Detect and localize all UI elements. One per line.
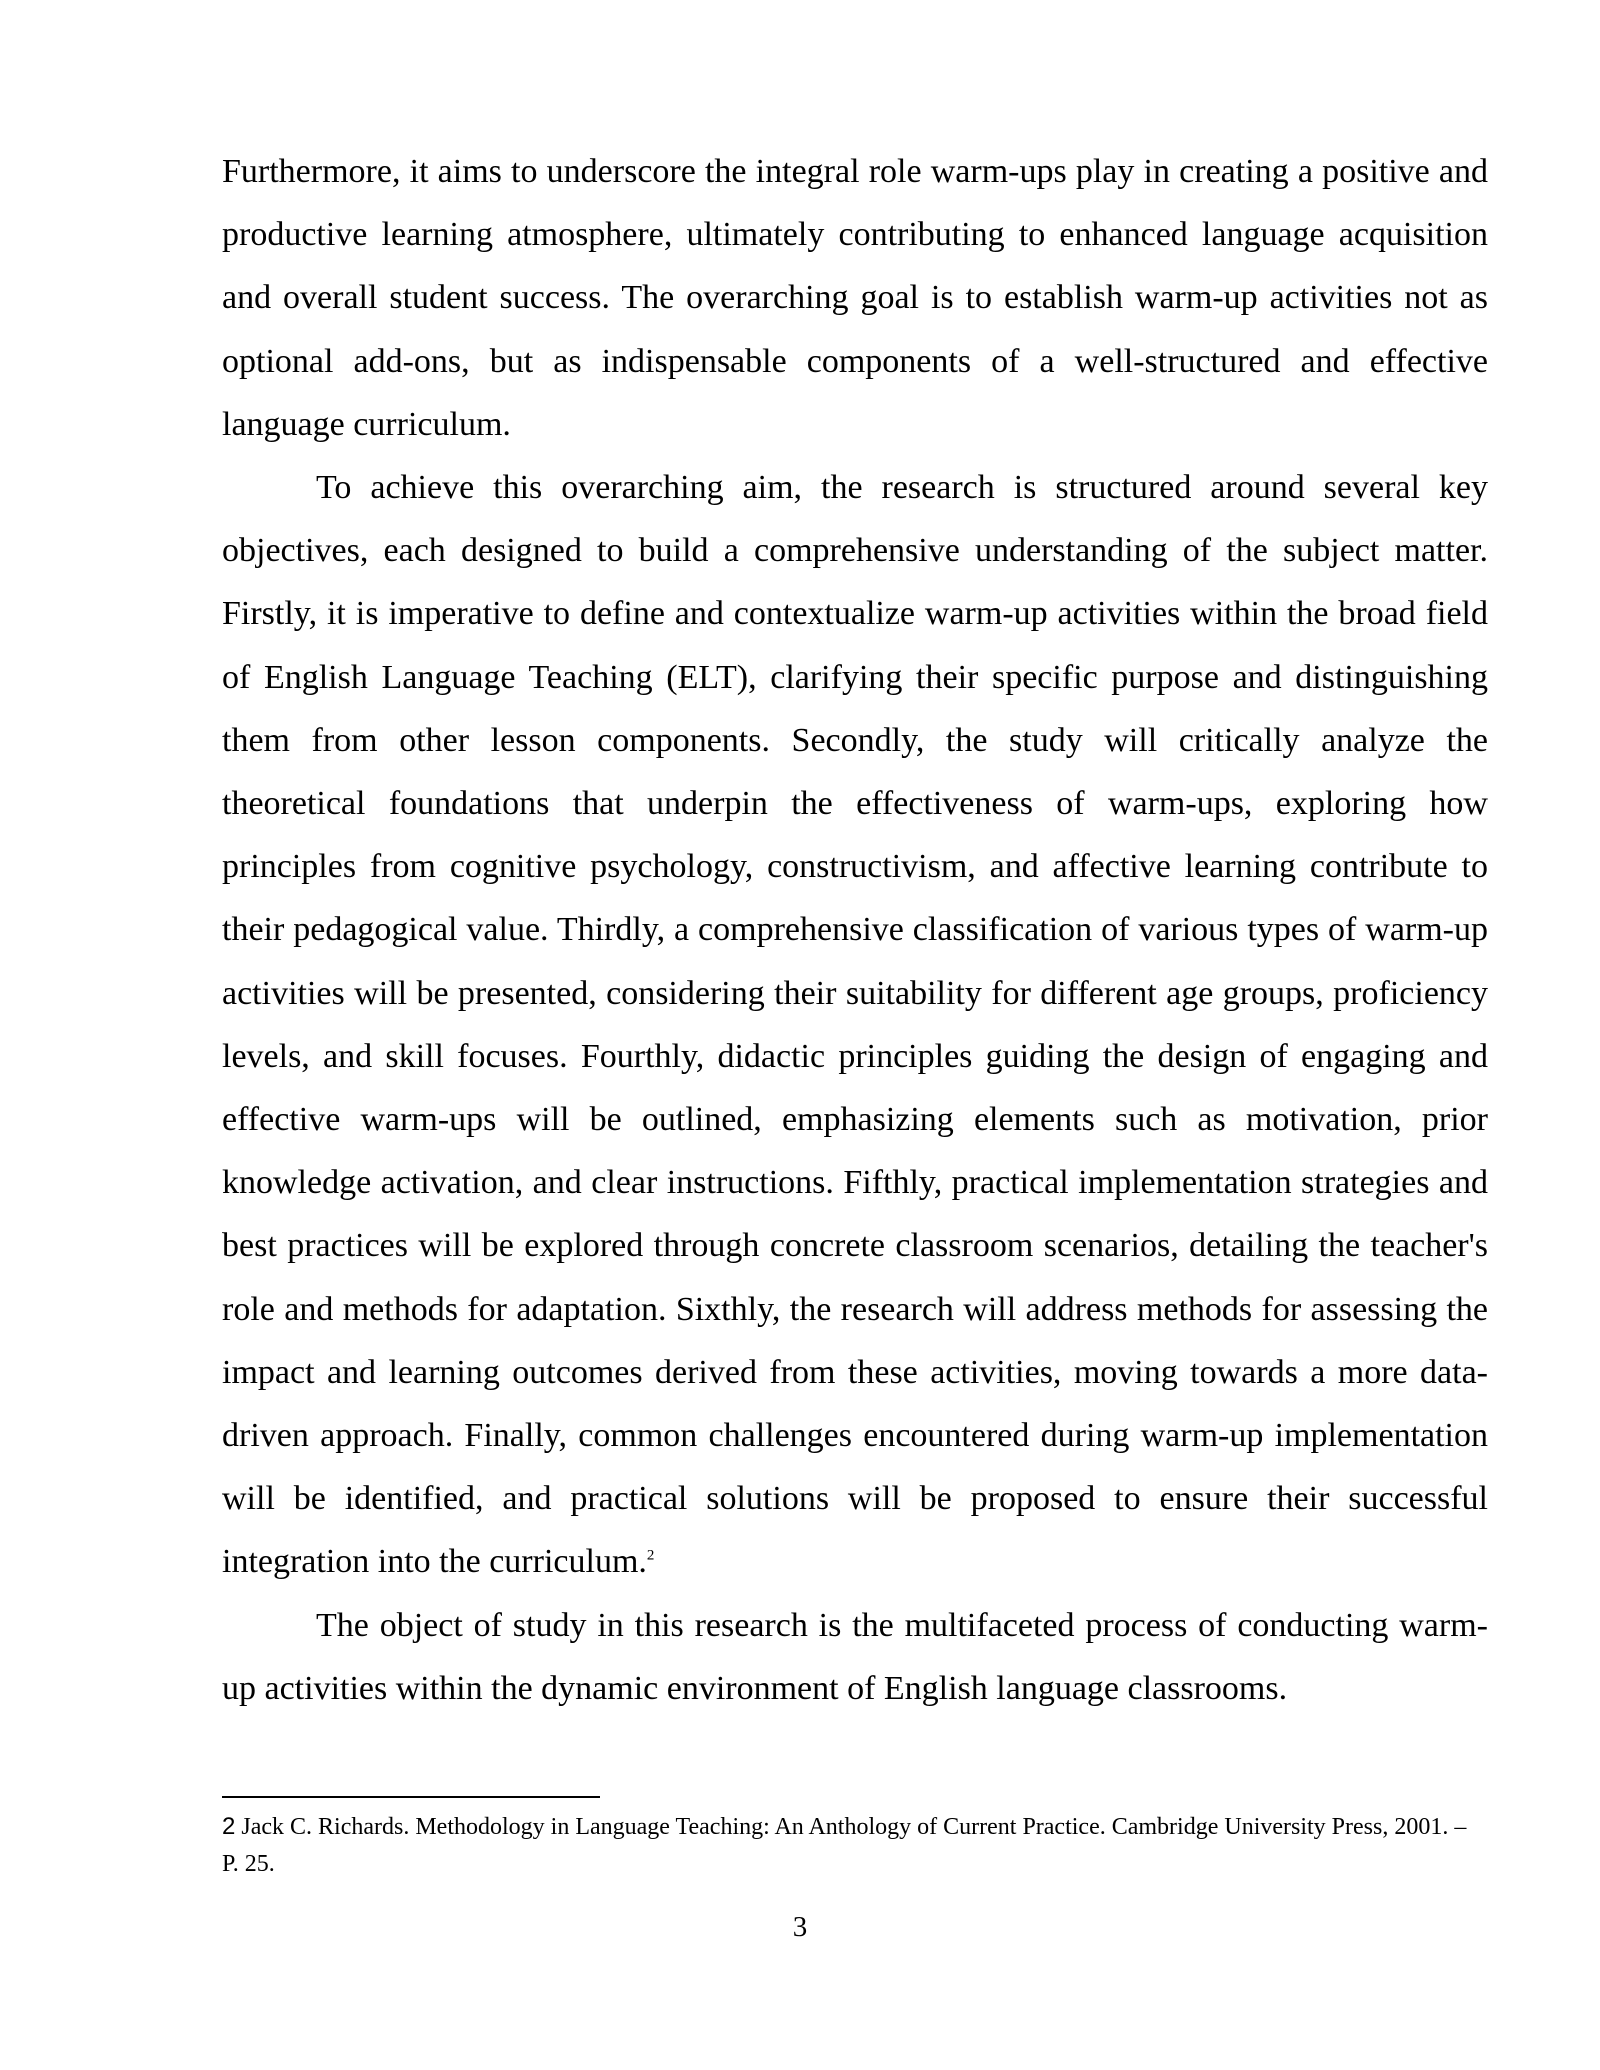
body-text (222, 140, 1488, 1720)
paragraph-object-of-study (222, 1594, 1488, 1720)
page-number: 3 (792, 1911, 808, 1943)
paragraph-text: Furthermore, it aims to underscore the integral role warm-ups play in creating a positive and productive learning atmosphere, ultimately contributing to enhanced language acquisition and overall student success. The overarching goal is to establish warm-up activities not as optional add-ons, but as indispensable components of a well-structured and effective language curriculum. (222, 153, 1488, 443)
footnote-number: 2 (222, 1813, 236, 1840)
footnote-separator (222, 1796, 600, 1798)
footnote-reference[interactable]: 2 (646, 1548, 655, 1565)
paragraph-text: To achieve this overarching aim, the research is structured around several key objectives, each designed to build a comprehensive understanding of the subject matter. Firstly, it is imperative to define and contextualize warm-up activities within the broad field of English Language Teaching (ELT), clarifying their specific purpose and distinguishing them from other lesson components. Secondly, the study will critically analyze the theoretical foundations that underpin the effectiveness of warm-ups, exploring how principles from cognitive psychology, constructivism, and affective learning contribute to their pedagogical value. Thirdly, a comprehensive classification of various types of warm-up activities will be presented, considering their suitability for different age groups, proficiency levels, and skill focuses. Fourthly, didactic principles guiding the design of engaging and effective warm-ups will be outlined, emphasizing elements such as motivation, prior knowledge activation, and clear instructions. Fifthly, practical implementation strategies and best practices will be explored through concrete classroom scenarios, detailing the teacher's role and methods for adaptation. Sixthly, the research will address methods for assessing the impact and learning outcomes derived from these activities, moving towards a more data-driven approach. Finally, common challenges encountered during warm-up implementation will be identified, and practical solutions will be proposed to ensure their successful integration into the curriculum. (222, 469, 1488, 1581)
footnote-text: Jack C. Richards. Methodology in Language Teaching: An Anthology of Current Practice. Cambridge University Press, 2001. – P. 25. (222, 1814, 1467, 1877)
paragraph-text: The object of study in this research is the multifaceted process of conducting warm-up activities within the dynamic environment of English language classrooms. (222, 1606, 1488, 1707)
footnote (222, 1808, 1488, 1883)
paragraph-intro-continuation (222, 140, 1488, 456)
paragraph-objectives (222, 456, 1488, 1594)
